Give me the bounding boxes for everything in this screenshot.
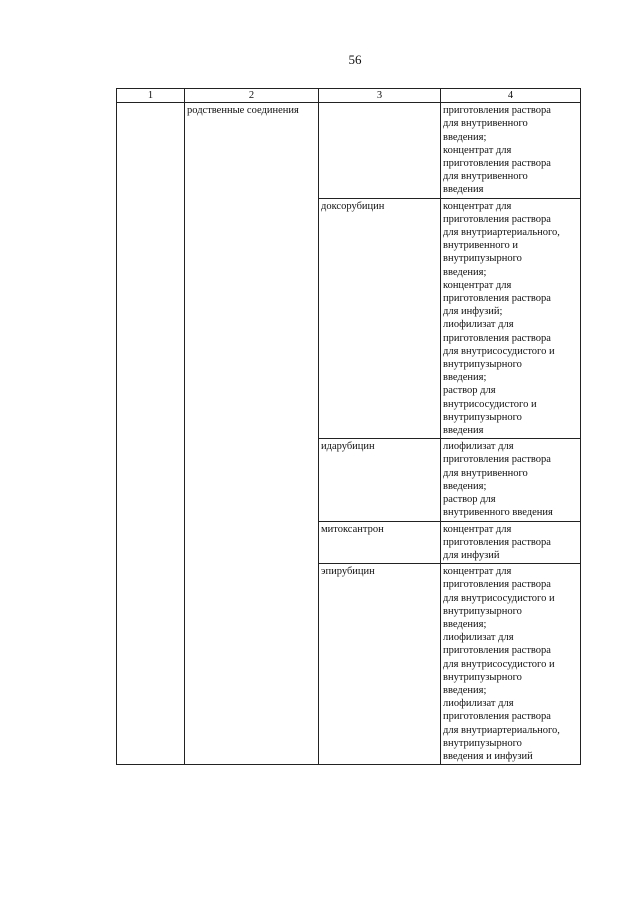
table-row: [117, 103, 581, 198]
substance-cell: эпирубицин: [319, 564, 441, 765]
column-header-1: 1: [117, 89, 185, 103]
dosage-forms-cell: приготовления раствора для внутривенного введения; концентрат для приготовления раствора для внутривенного введения: [441, 103, 581, 198]
column-header-2: 2: [185, 89, 319, 103]
substance-cell: идарубицин: [319, 439, 441, 521]
dosage-forms-cell: концентрат для приготовления раствора для инфузий: [441, 521, 581, 564]
dosage-forms-cell: лиофилизат для приготовления раствора для внутривенного введения; раствор для внутривенного введения: [441, 439, 581, 521]
drug-table: [116, 88, 581, 765]
column-header-3: 3: [319, 89, 441, 103]
table-header-row: [117, 89, 581, 103]
substance-cell: доксорубицин: [319, 198, 441, 439]
dosage-forms-cell: концентрат для приготовления раствора для внутрисосудистого и внутрипузырного введения; лиофилизат для приготовления раствора для внутрисосудистого и внутрипузырного введения; лиофилизат для приготовления раствора для внутриартериального, внутрипузырного введения и инфузий: [441, 564, 581, 765]
page-number: 56: [348, 52, 362, 67]
substance-cell: митоксантрон: [319, 521, 441, 564]
dosage-forms-cell: концентрат для приготовления раствора для внутриартериального, внутривенного и внутрипузырного введения; концентрат для приготовления раствора для инфузий; лиофилизат для приготовления раствора для внутрисосудистого и внутрипузырного введения; раствор для внутрисосудистого и внутрипузырного введения: [441, 198, 581, 439]
substance-cell: [319, 103, 441, 198]
group-cell: родственные соединения: [185, 103, 319, 765]
column-header-4: 4: [441, 89, 581, 103]
code-cell: [117, 103, 185, 765]
